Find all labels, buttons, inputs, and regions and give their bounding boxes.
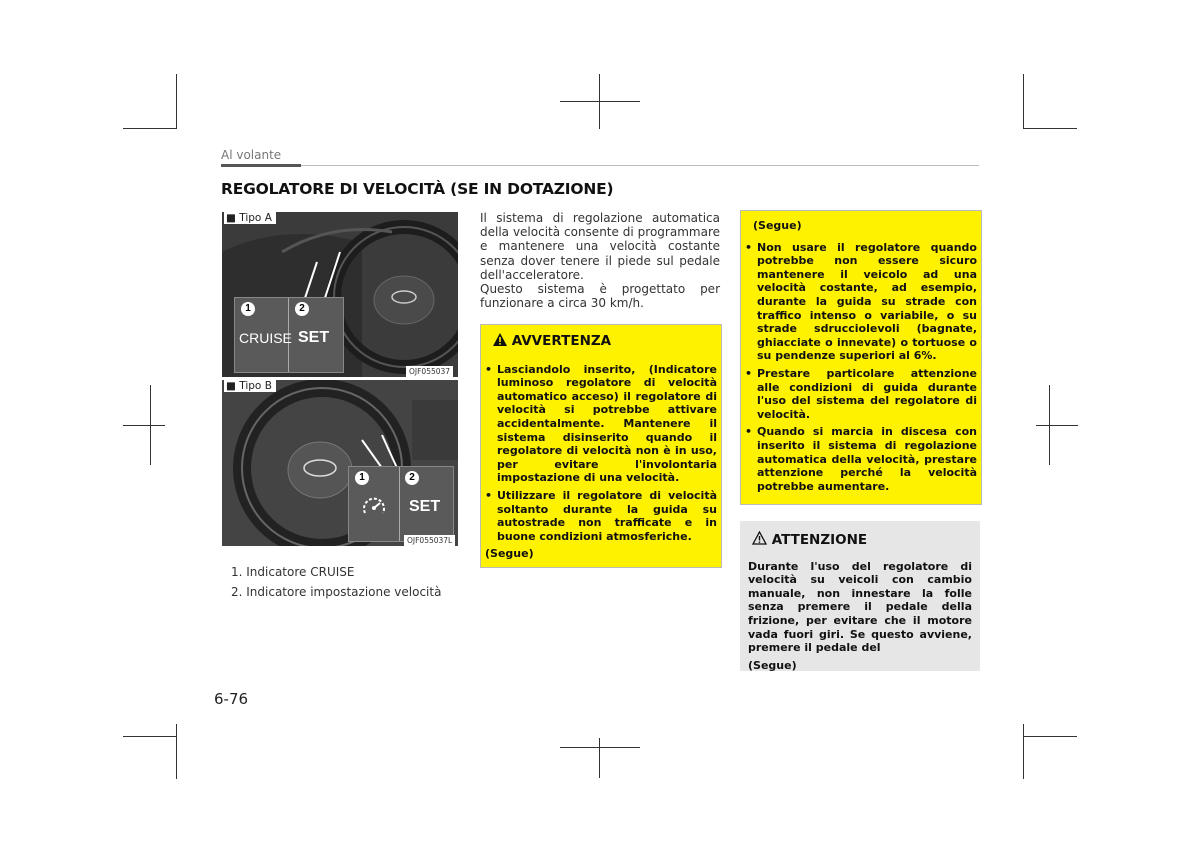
list-item: • Utilizzare il regolatore di velocità soltanto durante la guida su autostrade non trafficate e in buone condizioni atmosferiche. (485, 489, 717, 543)
callout-2: 2 (405, 471, 419, 485)
intro-paragraph-1: Il sistema di regolazione automatica della velocità consente di programmare e mantenere una velocità costante senza dover tenere il piede sul pedale dell'acceleratore. (480, 211, 720, 282)
caution-title: ATTENZIONE (771, 532, 868, 548)
set-button-label: SET (298, 329, 330, 346)
warning-box (480, 324, 722, 568)
warning-title: AVVERTENZA (511, 333, 612, 349)
warning-continued-header: (Segue) (753, 219, 802, 232)
legend-item-2: 2. Indicatore impostazione velocità (231, 585, 442, 599)
speedometer-icon (361, 495, 387, 521)
warning-heading (493, 333, 717, 349)
warning-footer: (Segue) (485, 547, 534, 561)
intro-text (480, 211, 720, 310)
warning-continued-box (740, 210, 982, 505)
caution-footer: (Segue) (748, 658, 797, 672)
page-number: 6-76 (214, 690, 249, 708)
cruise-button-label: CRUISE (239, 330, 292, 346)
cruise-button-panel (348, 466, 454, 542)
list-item: • Quando si marcia in discesa con inserito il sistema di regolazione automatica della velocità, prestare attenzione perché la velocità potrebbe aumentare. (745, 425, 977, 493)
set-button-label: SET (409, 498, 441, 515)
caution-box (740, 521, 980, 671)
callout-2: 2 (295, 302, 309, 316)
page-title: REGOLATORE DI VELOCITÀ (SE IN DOTAZIONE) (221, 180, 614, 198)
figure-a-code: OJF055037 (406, 366, 453, 377)
warning-continued-list (745, 241, 977, 494)
header-rule (221, 165, 979, 166)
caution-triangle-icon (752, 531, 767, 545)
figure-a-label: ■ Tipo A (224, 212, 276, 224)
header-rule-accent (221, 164, 301, 167)
figure-a-image (222, 212, 458, 377)
section-header: Al volante (221, 148, 282, 162)
intro-paragraph-2: Questo sistema è progettato per funzionare a circa 30 km/h. (480, 282, 720, 311)
figure-b-label: ■ Tipo B (224, 380, 276, 392)
figure-b-code: OJF055037L (404, 535, 455, 546)
list-item: • Prestare particolare attenzione alle condizioni di guida durante l'uso del sistema del regolatore di velocità. (745, 367, 977, 421)
caution-heading (752, 531, 976, 548)
list-item: • Lasciandolo inserito, (Indicatore luminoso regolatore di velocità automatico acceso) il regolatore di velocità si potrebbe attivare accidentalmente. Mantenere il sistema disinserito quando il regolatore di velocità non è in uso, per evitare l'involontaria impostazione di una velocità. (485, 363, 717, 485)
list-item: • Non usare il regolatore quando potrebbe non essere sicuro mantenere il veicolo ad una velocità costante, ad esempio, durante la guida su strade con traffico intenso o variabile, o su strade sdrucciolevoli (bagnate, ghiacciate o innevate) o tortuose o su pendenze superiori al 6%. (745, 241, 977, 363)
warning-list (485, 363, 717, 544)
figure-b-image (222, 380, 458, 546)
legend-item-1: 1. Indicatore CRUISE (231, 565, 355, 579)
caution-text: Durante l'uso del regolatore di velocità su veicoli con cambio manuale, non innestare la folle senza premere il pedale della frizione, per evitare che il motore vada fuori giri. Se questo avviene, premere il pedale del (748, 559, 972, 655)
callout-1: 1 (241, 302, 255, 316)
warning-triangle-icon (493, 333, 507, 346)
cruise-button-panel (234, 297, 344, 373)
callout-1: 1 (355, 471, 369, 485)
